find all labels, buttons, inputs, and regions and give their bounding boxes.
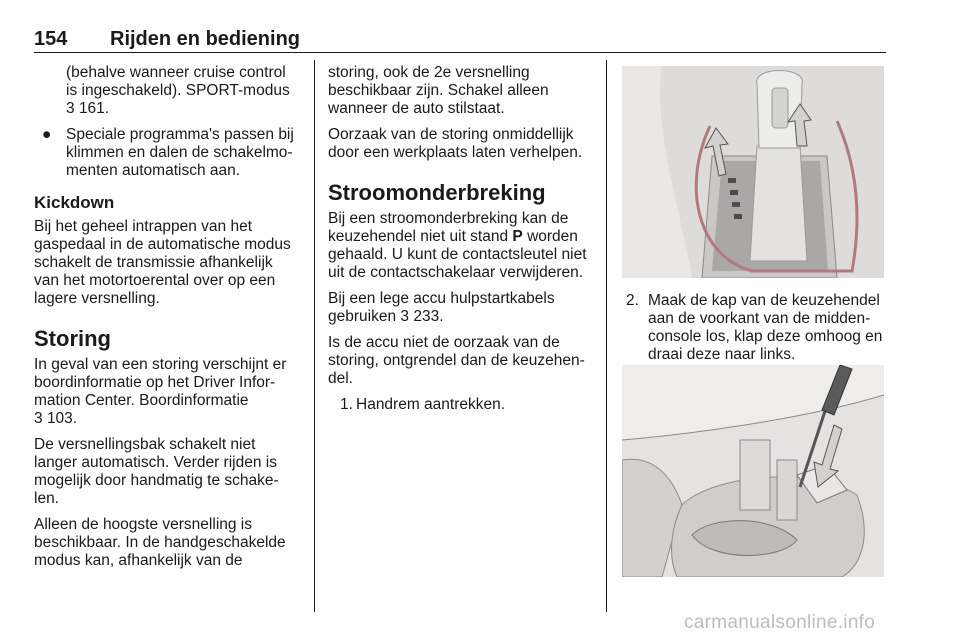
chapter-title: Rijden en bediening [110,28,301,50]
page-reference-link[interactable]: 233. [413,308,444,325]
screwdriver-drawing [622,365,884,577]
power-interruption-heading: Stroomonderbreking [328,180,546,205]
column-left [34,64,300,578]
kickdown-heading: Kickdown [34,193,115,212]
step-2: 2. Maak de kap van de keuzehendel aan de voorkant van de midden-console los, klap deze omhoog en draai deze naar links. [626,292,883,363]
continued-paragraph: storing, ook de 2e versnelling beschikbaar zijn. Schakel alleen wanneer de auto stilstaat. [328,64,549,117]
page-ref-arrow-icon: 3 [34,410,43,427]
kickdown-paragraph: Bij het geheel intrappen van het gaspedaal in de automatische modus schakelt de transmissie afhankelijk van het motortoerental over op een lagere versnelling. [34,218,291,307]
storing-paragraph-1: In geval van een storing verschijnt er boordinformatie op het Driver Infor-mation Center. Boordinformatie 3 103. [34,356,287,427]
step-1: 1. Handrem aantrekken. [340,396,506,413]
bullet-item: ● Speciale programma's passen bij klimmen en dalen de schakelmo-menten automatisch aan. [42,126,294,179]
continued-paragraph: (behalve wanneer cruise control is ingeschakeld). SPORT-modus 3 161. [66,64,290,117]
watermark: carmanualsonline.info [684,612,876,633]
storing-heading: Storing [34,326,111,351]
page-header [34,28,886,53]
storing-paragraph-3: Alleen de hoogste versnelling is beschikbaar. In de handgeschakelde modus kan, afhankelijk van de [34,516,286,569]
page-ref-arrow-icon: 3 [66,100,75,117]
bullet-icon: ● [42,126,52,143]
column-middle [328,64,590,422]
column-divider [606,60,607,612]
power-paragraph-2: Bij een lege accu hulpstartkabels gebruiken 3 233. [328,290,555,325]
console-cover-illustration [622,365,884,577]
storing-paragraph-2: De versnellingsbak schakelt niet langer automatisch. Verder rijden is mogelijk door handmatig te schake-len. [34,436,279,507]
column-right [622,292,886,372]
page-number: 154 [34,28,68,50]
page-reference-link[interactable]: 161. [78,100,110,117]
power-paragraph-1: Bij een stroomonderbreking kan de keuzehendel niet uit stand P worden gehaald. U kunt de contactsleutel niet uit de contactschakelaar verwijderen. [328,210,587,281]
power-paragraph-3: Is de accu niet de oorzaak van de storing, ontgrendel dan de keuzehen-del. [328,334,585,387]
page-reference-link[interactable]: 103. [46,410,78,427]
page-ref-arrow-icon: 3 [400,308,410,325]
gear-selector-illustration [622,66,884,278]
gear-lever-drawing [622,66,884,278]
cause-paragraph: Oorzaak van de storing onmiddellijk door een werkplaats laten verhelpen. [328,126,583,161]
column-divider [314,60,315,612]
